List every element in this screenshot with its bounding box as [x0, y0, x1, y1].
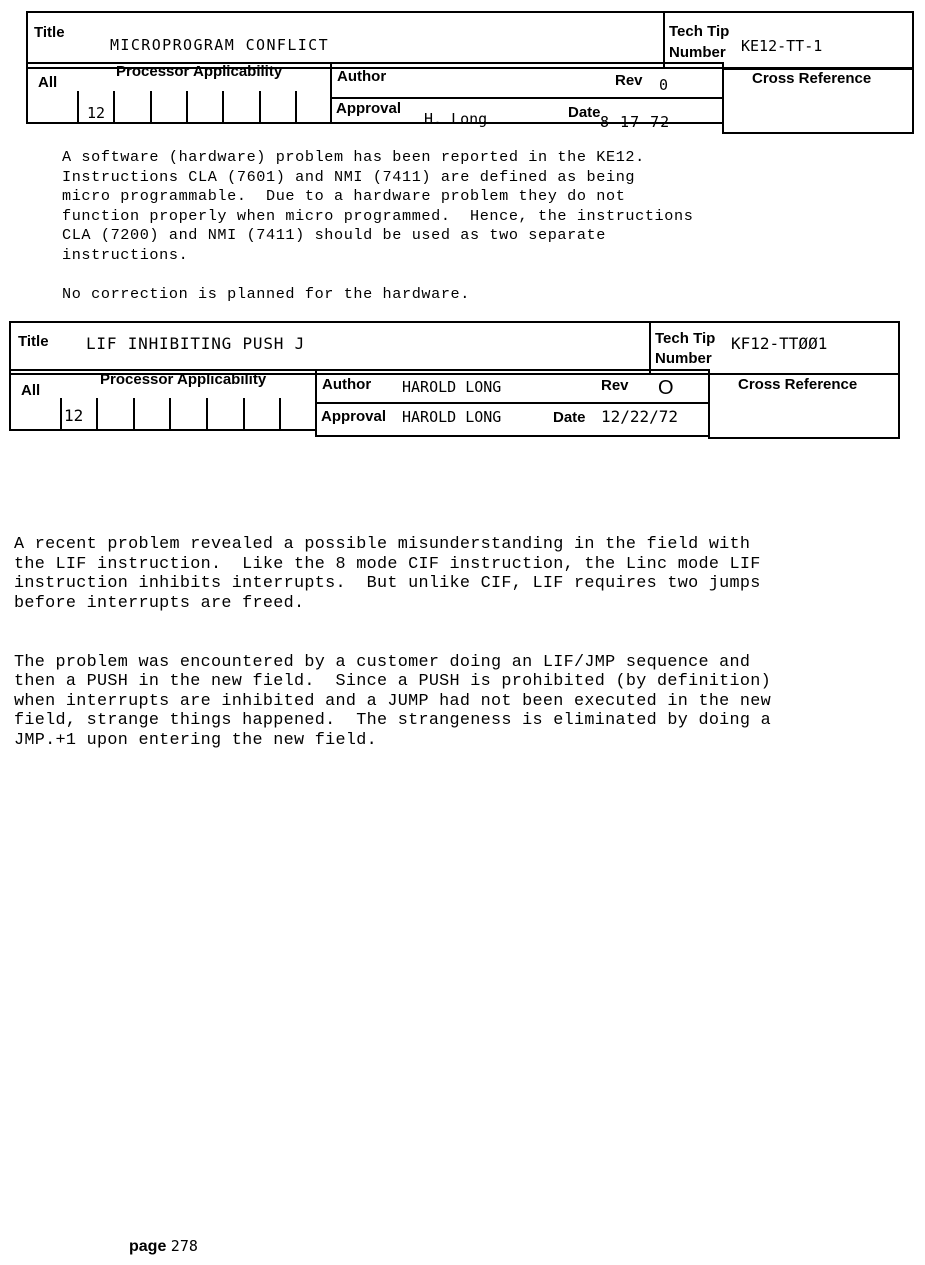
tip2-date-label: Date [553, 409, 586, 426]
tip1-body-line: instructions. [62, 245, 189, 264]
tip2-title-value: LIF INHIBITING PUSH J [86, 334, 306, 353]
tip1-body-line: No correction is planned for the hardware. [62, 285, 470, 304]
tip2-body-line [14, 633, 771, 653]
tip1-body-line: micro programmable. Due to a hardware problem they do not [62, 187, 626, 206]
tip2-all-label: All [21, 382, 41, 399]
tip2-title-label: Title [18, 333, 49, 350]
tip2-author-value: HAROLD LONG [402, 378, 502, 396]
tip2-processor-value: 12 [64, 406, 84, 425]
tip1-processor-label: Processor Applicability [116, 63, 283, 80]
tip2-body-line: field, strange things happened. The strangeness is eliminated by doing a [14, 711, 772, 731]
tip1-body-line: Instructions CLA (7601) and NMI (7411) are defined as being [62, 167, 636, 186]
tip2-body-line: instruction inhibits interrupts. But unlike CIF, LIF requires two jumps [14, 574, 761, 594]
tip1-all-label: All [38, 74, 58, 91]
tip2-processor-label: Processor Applicability [100, 371, 267, 388]
tip1-approval-value: H. Long [424, 110, 488, 128]
tip1-rev-label: Rev [615, 72, 643, 89]
page-number: 278 [170, 1237, 198, 1255]
tip1-approval-label: Approval [336, 100, 402, 117]
tip1-title-label: Title [34, 24, 65, 41]
tip2-approval-value: HAROLD LONG [402, 408, 502, 426]
tip2-number-value: KF12-TTØØ1 [731, 334, 828, 353]
tip1-body-line [62, 266, 693, 286]
tip2-number-label: Number [655, 350, 712, 367]
tip2-date-value: 12/22/72 [601, 407, 679, 426]
tip2-body-line: A recent problem revealed a possible misunderstanding in the field with [14, 535, 751, 554]
tip1-date-value: 8-17-72 [600, 113, 671, 131]
tip2-rev-label: Rev [601, 377, 629, 394]
tip2-cross-reference-label: Cross Reference [738, 376, 858, 393]
tip2-body-line: JMP.+1 upon entering the new field. [14, 730, 377, 750]
tip1-cross-reference-label: Cross Reference [752, 70, 872, 87]
tip1-title-value: MICROPROGRAM CONFLICT [110, 36, 330, 54]
page-footer [129, 1237, 198, 1256]
tip1-body [62, 148, 693, 305]
tip2-tech-tip-label: Tech Tip [655, 330, 716, 347]
tip1-number-value: KE12-TT-1 [741, 37, 823, 55]
tip1-rev-value: 0 [659, 76, 669, 94]
tip1-date-label: Date [568, 104, 601, 121]
tip2-body-line: then a PUSH in the new field. Since a PUSH is prohibited (by definition) [14, 672, 772, 692]
tip2-author-label: Author [322, 376, 372, 393]
tip1-author-label: Author [337, 68, 387, 85]
tip1-body-line: A software (hardware) problem has been reported in the KE12. [62, 148, 645, 166]
tip1-body-line: CLA (7200) and NMI (7411) should be used as two separate [62, 226, 606, 245]
tip2-body-line [14, 613, 771, 633]
tip2-approval-label: Approval [321, 408, 387, 425]
tip2-rev-value: O [658, 377, 674, 399]
tip1-body-line: function properly when micro programmed. Hence, the instructions [62, 206, 694, 225]
tip2-body-line: The problem was encountered by a customer doing an LIF/JMP sequence and [14, 652, 751, 672]
tip1-processor-value: 12 [87, 104, 106, 122]
page-label: page [129, 1238, 167, 1255]
tip1-number-label: Number [669, 44, 726, 61]
tip1-tech-tip-label: Tech Tip [669, 23, 730, 40]
tip2-body-line: the LIF instruction. Like the 8 mode CIF instruction, the Linc mode LIF [14, 554, 761, 574]
tip2-body [14, 535, 771, 751]
tip2-body-line: when interrupts are inhibited and a JUMP had not been executed in the new [14, 691, 772, 711]
tip2-body-line: before interrupts are freed. [14, 593, 305, 613]
